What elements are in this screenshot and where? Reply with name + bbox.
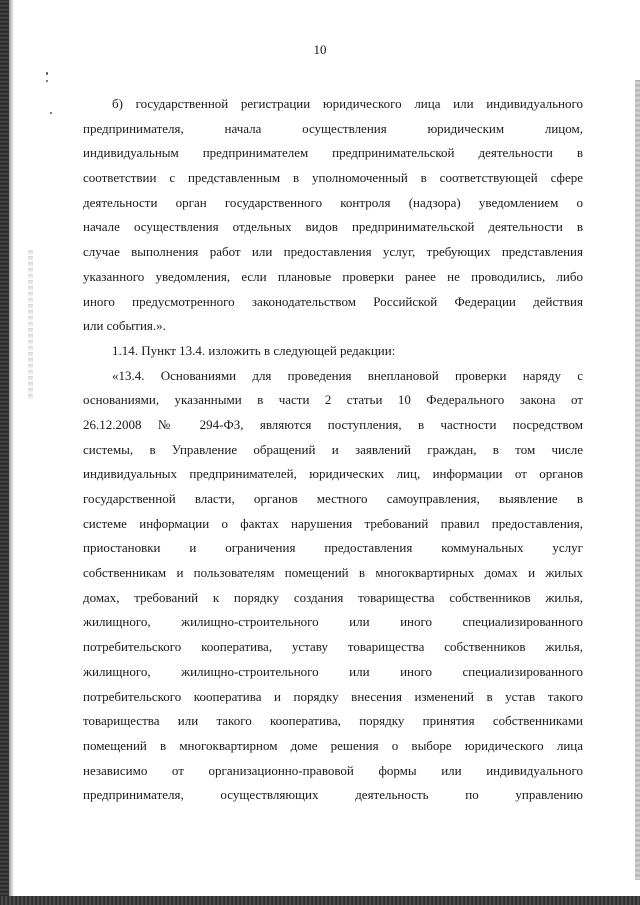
- text-line: предпринимателя, начала осуществления юридическим лицом,: [83, 120, 583, 136]
- text-line: случае выполнения работ или предоставления услуг, требующих представления: [83, 244, 583, 260]
- text-line: домах, требований к порядку создания товарищества собственников жилья,: [83, 589, 583, 605]
- scan-smudge: [28, 250, 33, 400]
- text-line: потребительского кооператива, уставу товарищества собственников жилья,: [83, 639, 583, 655]
- scan-edge-left: [0, 0, 9, 905]
- text-line: индивидуальным предпринимателем предпринимательской деятельности в: [83, 145, 583, 161]
- text-line: системы, в Управление обращений и заявлений граждан, в том числе: [83, 441, 583, 457]
- text-line: жилищного, жилищно-строительного или иного специализированного: [83, 663, 583, 679]
- page-number: 10: [313, 42, 327, 57]
- text-line: государственной власти, органов местного самоуправления, выявление в: [83, 491, 583, 506]
- text-line: собственникам и пользователям помещений в многоквартирных домах и жилых: [83, 565, 583, 581]
- text-line: жилищного, жилищно-строительного или иного специализированного: [83, 614, 583, 630]
- text-line: предпринимателя, осуществляющих деятельность по управлению: [83, 787, 583, 803]
- text-line: потребительского кооператива и порядку внесения изменений в устав такого: [83, 688, 583, 704]
- text-line: деятельности орган государственного контроля (надзора) уведомлением о: [83, 194, 583, 210]
- text-line: товарищества или такого кооператива, порядку принятия собственниками: [83, 713, 583, 729]
- text-line: б) государственной регистрации юридического лица или индивидуального: [112, 96, 583, 111]
- text-line: приостановки и ограничения предоставления коммунальных услуг: [83, 540, 583, 556]
- text-line: указанного уведомления, если плановые проверки ранее не проводились, либо: [83, 268, 583, 284]
- scan-speck: [50, 112, 52, 114]
- scan-speck: [46, 72, 48, 75]
- text-line: или события.».: [83, 318, 166, 334]
- text-line: иного предусмотренного законодательством Российской Федерации действия: [83, 293, 583, 309]
- text-line: индивидуальных предпринимателей, юридических лиц, информации от органов: [83, 466, 583, 482]
- document-body: [83, 92, 583, 808]
- text-line: независимо от организационно-правовой формы или индивидуального: [83, 762, 583, 778]
- scan-edge-bottom: [0, 896, 640, 905]
- text-line: помещений в многоквартирном доме решения о выборе юридического лица: [83, 737, 583, 753]
- scan-edge-right: [635, 80, 640, 880]
- scan-speck: [46, 80, 48, 82]
- text-line: начале осуществления отдельных видов предпринимательской деятельности в: [83, 219, 583, 235]
- text-line: основаниями, указанными в части 2 статьи 10 Федерального закона от: [83, 392, 583, 408]
- text-line: системе информации о фактах нарушения требований правил предоставления,: [83, 515, 583, 531]
- text-line: соответствии с представленным в уполномоченный в соответствующей сфере: [83, 170, 583, 186]
- text-line: «13.4. Основаниями для проведения внеплановой проверки наряду с: [112, 367, 583, 383]
- text-line: 1.14. Пункт 13.4. изложить в следующей редакции:: [112, 342, 396, 358]
- text-line: 26.12.2008 № 294-ФЗ, являются поступления, в частности посредством: [83, 416, 583, 432]
- scan-edge-left-shadow: [9, 0, 14, 905]
